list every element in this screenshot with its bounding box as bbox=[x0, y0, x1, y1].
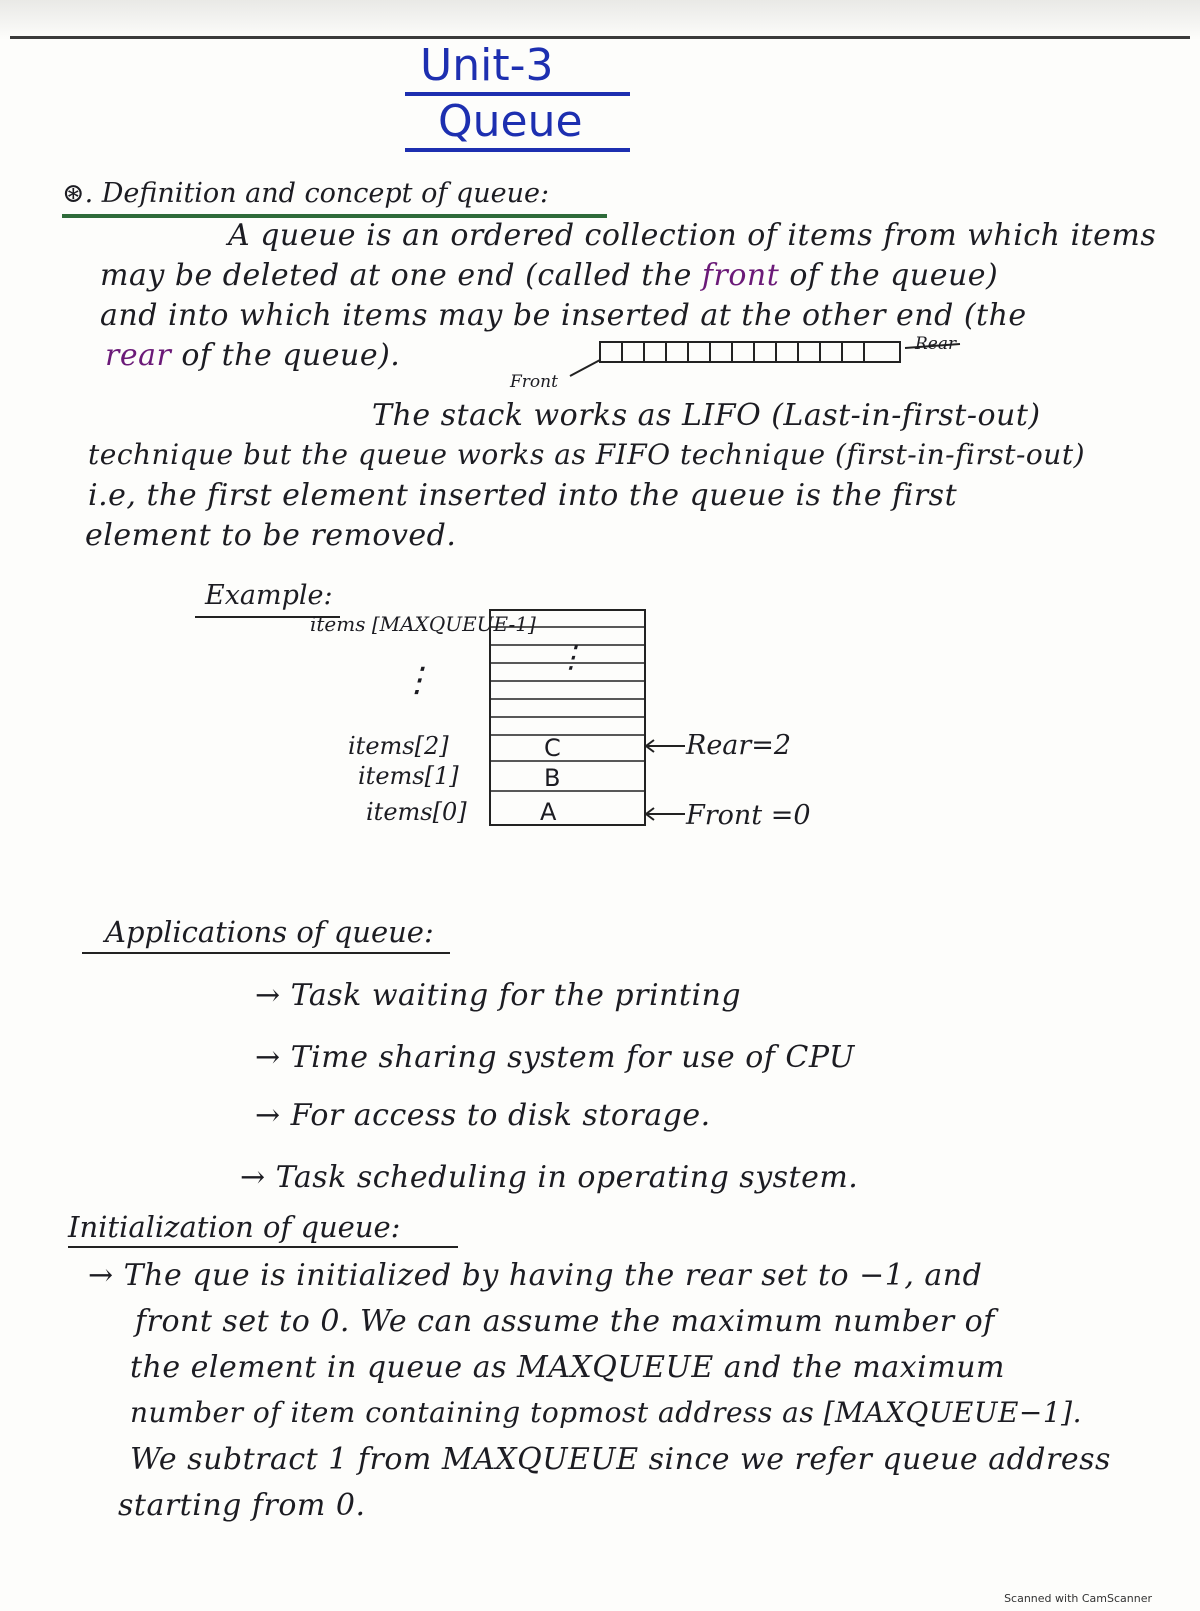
initialization-heading-underline bbox=[68, 1246, 458, 1248]
cell-value-b: B bbox=[544, 764, 561, 792]
application-item-2: → Time sharing system for use of CPU bbox=[255, 1040, 855, 1075]
row-label-1: items[1] bbox=[358, 762, 459, 790]
mini-front-label: Front bbox=[510, 372, 558, 392]
front-pointer-arrow bbox=[646, 808, 685, 820]
definition-line-2 bbox=[100, 258, 998, 293]
definition-line-2-text: may be deleted at one end (called the front of the queue) bbox=[100, 258, 999, 293]
row-label-0: items[0] bbox=[366, 798, 467, 826]
mini-front-arrow bbox=[570, 360, 600, 376]
application-item-4: → Task scheduling in operating system. bbox=[240, 1160, 859, 1195]
mini-rear-label: Rear bbox=[915, 334, 957, 354]
front-pointer-label: Front =0 bbox=[686, 800, 811, 831]
definition-heading: ⊛. Definition and concept of queue: bbox=[62, 178, 550, 209]
mini-queue-cells bbox=[622, 342, 864, 362]
top-rule bbox=[10, 36, 1190, 39]
applications-heading-underline bbox=[82, 952, 450, 954]
initialization-line-1: → The que is initialized by having the rear set to −1, and bbox=[88, 1258, 983, 1293]
lifo-line-1: The stack works as LIFO (Last-in-first-out) bbox=[372, 398, 1041, 433]
initialization-line-6: starting from 0. bbox=[118, 1488, 366, 1523]
initialization-line-5: We subtract 1 from MAXQUEUE since we refer queue address bbox=[130, 1442, 1111, 1477]
example-top-label: items [MAXQUEUE-1] bbox=[310, 612, 536, 636]
cell-value-c: C bbox=[544, 734, 561, 762]
lifo-line-3: i.e, the first element inserted into the queue is the first bbox=[88, 478, 958, 513]
unit-title-underline bbox=[405, 92, 630, 96]
application-item-3: → For access to disk storage. bbox=[255, 1098, 711, 1133]
scanner-watermark: Scanned with CamScanner bbox=[1004, 1592, 1152, 1605]
definition-line-4: rear of the queue). bbox=[105, 338, 401, 373]
rear-pointer-arrow bbox=[646, 740, 685, 752]
pointer-arrows bbox=[640, 730, 690, 830]
row-label-2: items[2] bbox=[348, 732, 449, 760]
topic-title: Queue bbox=[438, 96, 583, 147]
lifo-line-2: technique but the queue works as FIFO technique (first-in-first-out) bbox=[88, 438, 1085, 471]
initialization-line-3: the element in queue as MAXQUEUE and the maximum bbox=[130, 1350, 1005, 1385]
lifo-line-4: element to be removed. bbox=[85, 518, 457, 553]
initialization-heading: Initialization of queue: bbox=[68, 1210, 401, 1244]
cell-value-a: A bbox=[540, 798, 557, 826]
topic-title-underline bbox=[405, 148, 630, 152]
highlight-rear: rear bbox=[105, 338, 172, 373]
initialization-line-4: number of item containing topmost address as [MAXQUEUE−1]. bbox=[130, 1396, 1083, 1429]
highlight-front: front bbox=[701, 258, 780, 293]
example-left-dots: ⋮ bbox=[400, 660, 434, 700]
example-heading: Example: bbox=[205, 580, 333, 611]
initialization-line-2: front set to 0. We can assume the maximum number of bbox=[135, 1304, 995, 1339]
definition-line-1: A queue is an ordered collection of items from which items bbox=[228, 218, 1157, 253]
array-column-dots: ⋮ bbox=[556, 640, 586, 675]
application-item-1: → Task waiting for the printing bbox=[255, 978, 742, 1013]
definition-line-3: and into which items may be inserted at the other end (the bbox=[100, 298, 1027, 333]
rear-pointer-label: Rear=2 bbox=[686, 730, 792, 761]
unit-title: Unit-3 bbox=[420, 40, 554, 91]
page-edge bbox=[0, 0, 1200, 40]
applications-heading: Applications of queue: bbox=[105, 915, 434, 949]
